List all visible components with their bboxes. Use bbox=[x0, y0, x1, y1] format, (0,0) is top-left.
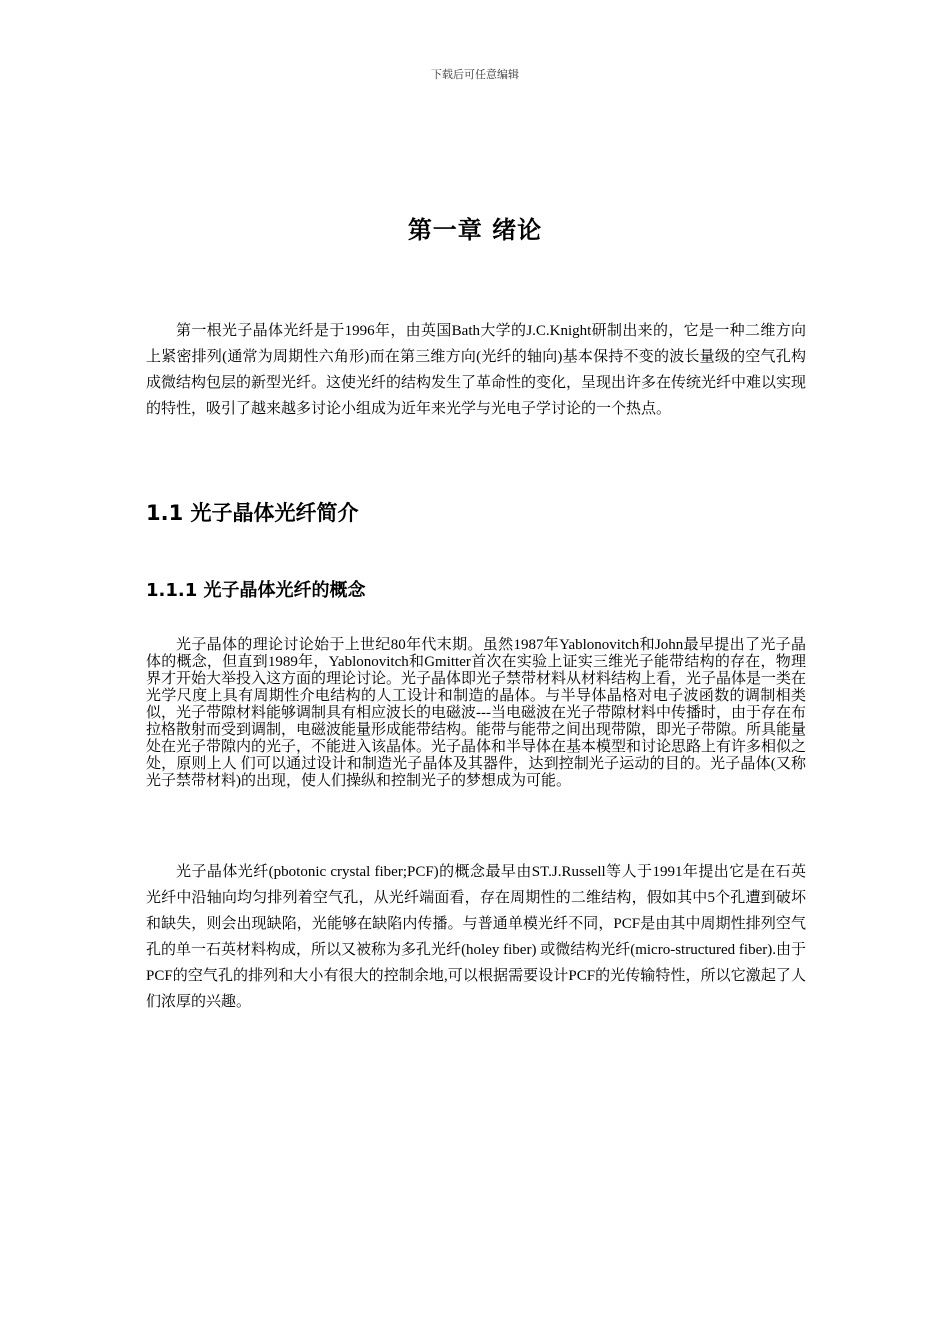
header-note: 下载后可任意编辑 bbox=[431, 69, 519, 81]
pcf-paragraph: 光子晶体光纤(pbotonic crystal fiber;PCF)的概念最早由ST.J.Russell等人于1991年提出它是在石英光纤中沿轴向均匀排列着空气孔，从光纤端面看，存在周期性的二维结构，假如其中5个孔遭到破坏和缺失，则会出现缺陷，光能够在缺陷内传播。与普通单模光纤不同，PCF是由其中周期性排列空气孔的单一石英材料构成，所以又被称为多孔光纤(holey fiber) 或微结构光纤(micro-structured fiber).由于PCF的空气孔的排列和大小有很大的控制余地,可以根据需要设计PCF的光传输特性，所以它激起了人们浓厚的兴趣。 bbox=[146, 864, 806, 1010]
section-heading-1-1: 1.1 光子晶体光纤简介 bbox=[146, 501, 359, 525]
chapter-title: 第一章 绪论 bbox=[407, 216, 543, 244]
intro-paragraph: 第一根光子晶体光纤是于1996年，由英国Bath大学的J.C.Knight研制出来的，它是一种二维方向上紧密排列(通常为周期性六角形)而在第三维方向(光纤的轴向)基本保持不变的波长量级的空气孔构成微结构包层的新型光纤。这使光纤的结构发生了革命性的变化，呈现出许多在传统光纤中难以实现的特性，吸引了越来越多讨论小组成为近年来光学与光电子学讨论的一个热点。 bbox=[146, 323, 807, 417]
concept-paragraph: 光子晶体的理论讨论始于上世纪80年代末期。虽然1987年Yablonovitch和John最早提出了光子晶体的概念，但直到1989年，Yablonovitch和Gmitter首次在实验上证实三维光子能带结构的存在，物理界才开始大举投入这方面的理论讨论。光子晶体即光子禁带材料从材料结构上看，光子晶体是一类在光学尺度上具有周期性介电结构的人工设计和制造的晶体。与半导体晶格对电子波函数的调制相类似，光子带隙材料能够调制具有相应波长的电磁波---当电磁波在光子带隙材料中传播时，由于存在布拉格散射而受到调制，电磁波能量形成能带结构。能带与能带之间出现带隙，即光子带隙。所具能量处在光子带隙内的光子，不能进入该晶体。光子晶体和半导体在基本模型和讨论思路上有许多相似之处，原则上人 们可以通过设计和制造光子晶体及其器件，达到控制光子运动的目的。光子晶体(又称光子禁带材料)的出现，使人们操纵和控制光子的梦想成为可能。 bbox=[146, 637, 807, 789]
section-heading-1-1-1: 1.1.1 光子晶体光纤的概念 bbox=[146, 580, 366, 601]
